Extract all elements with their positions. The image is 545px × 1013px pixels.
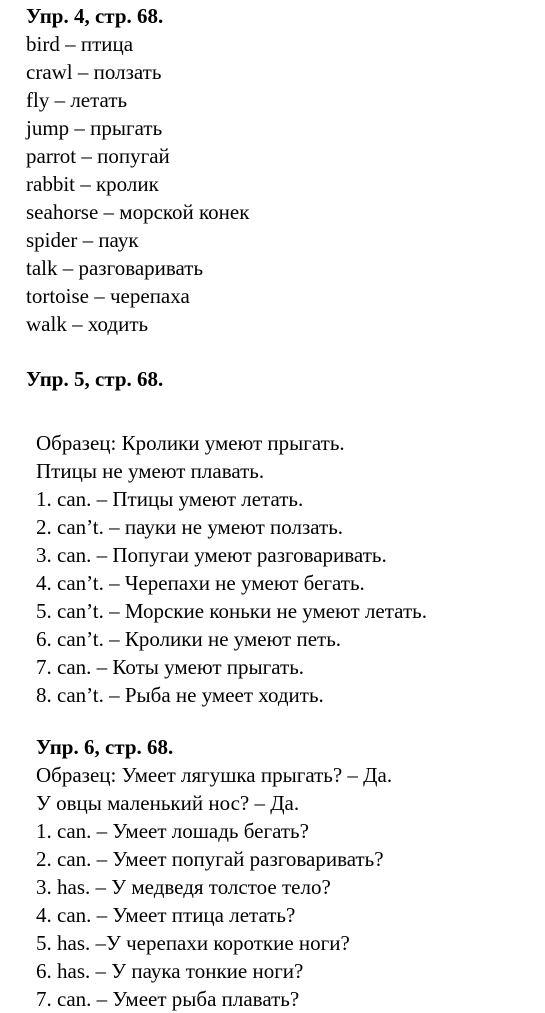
answer-line: 3. has. – У медведя толстое тело? [36, 875, 331, 899]
answer-line: 7. can. – Коты умеют прыгать. [36, 655, 305, 679]
vocab-line: fly – летать [26, 88, 128, 112]
example-line: Птицы не умеют плавать. [36, 459, 265, 483]
vocab-line: seahorse – морской конек [26, 200, 250, 224]
answer-line: 2. can’t. – пауки не умеют ползать. [36, 515, 344, 539]
answer-line: 1. can. – Птицы умеют летать. [36, 487, 304, 511]
vocab-line: spider – паук [26, 228, 139, 252]
answer-line: 6. can’t. – Кролики не умеют петь. [36, 627, 342, 651]
vocab-line: talk – разговаривать [26, 256, 204, 280]
exercise-4-heading: Упр. 4, стр. 68. [26, 4, 164, 28]
vocab-line: tortoise – черепаха [26, 284, 190, 308]
vocab-line: walk – ходить [26, 312, 149, 336]
vocab-line: bird – птица [26, 32, 134, 56]
vocab-line: crawl – ползать [26, 60, 162, 84]
vocab-line: rabbit – кролик [26, 172, 159, 196]
example-line: Образец: Умеет лягушка прыгать? – Да. [36, 763, 393, 787]
answer-line: 1. can. – Умеет лошадь бегать? [36, 819, 309, 843]
answer-line: 7. can. – Умеет рыба плавать? [36, 987, 300, 1011]
example-line: У овцы маленький нос? – Да. [36, 791, 300, 815]
example-line: Образец: Кролики умеют прыгать. [36, 431, 345, 455]
exercise-5-heading: Упр. 5, стр. 68. [26, 367, 164, 391]
answer-line: 6. has. – У паука тонкие ноги? [36, 959, 304, 983]
answer-line: 5. can’t. – Морские коньки не умеют летать. [36, 599, 427, 623]
exercise-6-heading: Упр. 6, стр. 68. [36, 735, 174, 759]
answer-line: 5. has. –У черепахи короткие ноги? [36, 931, 350, 955]
answer-line: 4. can. – Умеет птица летать? [36, 903, 296, 927]
answer-line: 2. can. – Умеет попугай разговаривать? [36, 847, 384, 871]
answer-line: 4. can’t. – Черепахи не умеют бегать. [36, 571, 365, 595]
answer-line: 3. can. – Попугаи умеют разговаривать. [36, 543, 387, 567]
vocab-line: parrot – попугай [26, 144, 170, 168]
answer-line: 8. can’t. – Рыба не умеет ходить. [36, 683, 324, 707]
vocab-line: jump – прыгать [26, 116, 163, 140]
